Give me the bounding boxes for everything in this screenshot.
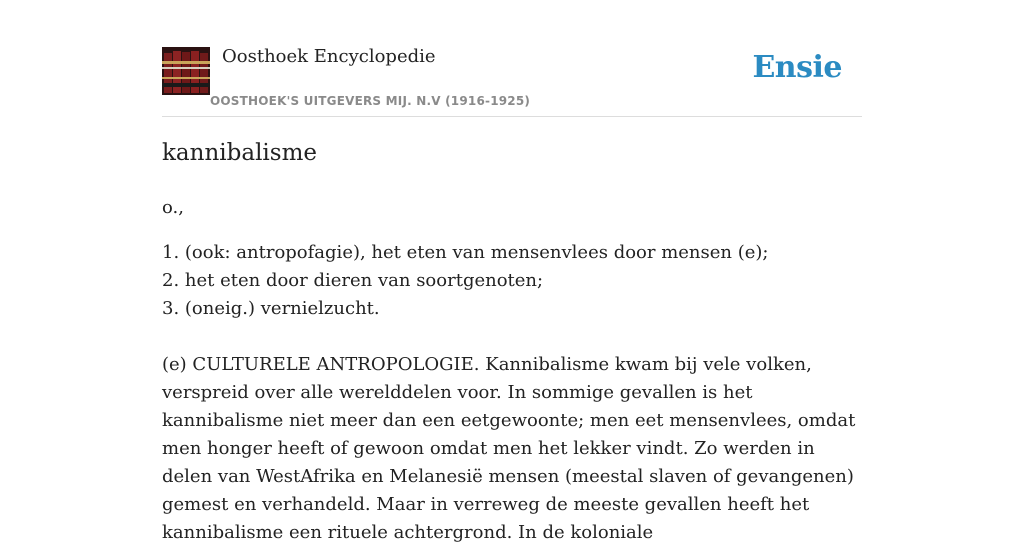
source-title[interactable]: Oosthoek Encyclopedie: [222, 46, 436, 67]
definition-list: [162, 239, 769, 323]
source-header: [162, 0, 862, 117]
definition-item: 2. het eten door dieren van soortgenoten;: [162, 270, 544, 291]
definition-item: 1. (ook: antropofagie), het eten van mensenvlees door mensen (e);: [162, 242, 769, 263]
entry-word: kannibalisme: [162, 140, 318, 166]
definition-item: 3. (oneig.) vernielzucht.: [162, 298, 380, 319]
source-subtitle: OOSTHOEK'S UITGEVERS MIJ. N.V (1916-1925): [210, 94, 531, 108]
page-container: [162, 0, 862, 543]
book-spines-icon: [162, 47, 210, 95]
source-avatar[interactable]: [162, 47, 210, 95]
part-of-speech: o.,: [162, 197, 184, 218]
brand-logo[interactable]: Ensie: [752, 50, 842, 85]
entry-body: (e) CULTURELE ANTROPOLOGIE. Kannibalisme kwam bij vele volken, verspreid over alle werelddelen voor. In sommige gevallen is het kannibalisme niet meer dan een eetgewoonte; men eet mensenvlees, omdat men honger heeft of gewoon omdat men het lekker vindt. Zo werden in delen van WestAfrika en Melanesië mensen (meestal slaven of gevangenen) gemest en verhandeld. Maar in verreweg de meeste gevallen heeft het kannibalisme een rituele achtergrond. In de koloniale: [162, 354, 856, 543]
